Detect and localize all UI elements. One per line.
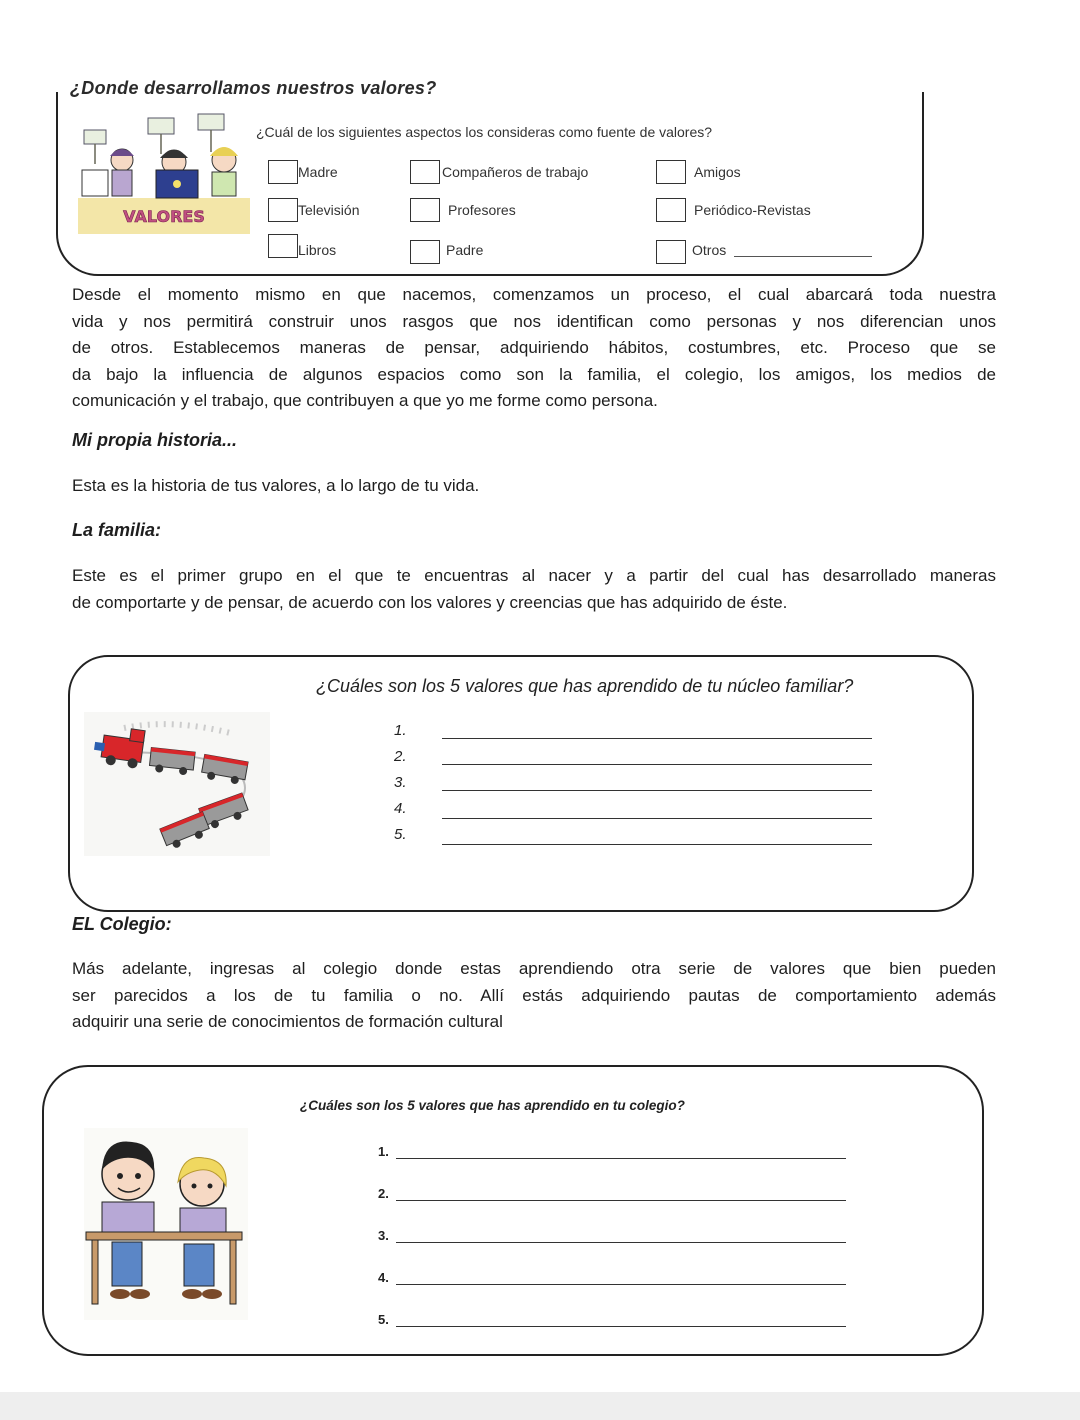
intro-line: vida y nos permitirá construir unos rasgos que nos identifican como personas y nos diferencian unos [72,311,996,331]
family-answer-line-2[interactable] [442,764,872,765]
checkbox-profesores[interactable] [410,198,440,222]
family-answer-number: 2. [394,748,407,765]
section-title: ¿Donde desarrollamos nuestros valores? [70,78,437,98]
checkbox-amigos[interactable] [656,160,686,184]
family-answer-number: 3. [394,774,407,791]
option-label-madre: Madre [298,164,338,180]
intro-line: da bajo la influencia de algunos espacios como son la familia, el colegio, los amigos, los medios de [72,364,996,384]
school-paragraph [72,956,996,1036]
school-line: adquirir una serie de conocimientos de formación cultural [72,1012,503,1031]
family-answer-line-3[interactable] [442,790,872,791]
school-values-question: ¿Cuáles son los 5 valores que has aprendido en tu colegio? [300,1098,685,1113]
school-heading: EL Colegio: [72,914,172,934]
students-illustration [84,1128,248,1320]
school-answer-number: 5. [378,1312,389,1327]
history-text: Esta es la historia de tus valores, a lo largo de tu vida. [72,476,480,495]
option-label-periodico: Periódico-Revistas [694,202,811,218]
otros-answer-line[interactable] [734,256,872,257]
school-answer-line-4[interactable] [396,1284,846,1285]
train-illustration [84,712,270,856]
family-paragraph [72,563,996,616]
family-heading: La familia: [72,520,162,540]
option-label-otros: Otros [692,242,727,258]
family-line: de comportarte y de pensar, de acuerdo con los valores y creencias que has adquirido de éste. [72,592,788,612]
family-answer-number: 1. [394,722,407,739]
family-answer-number: 4. [394,800,407,817]
option-label-amigos: Amigos [694,164,741,180]
history-heading: Mi propia historia... [72,430,238,450]
school-answer-line-3[interactable] [396,1242,846,1243]
option-label-companeros: Compañeros de trabajo [442,164,589,180]
intro-line: de otros. Establecemos maneras de pensar, adquiriendo hábitos, costumbres, etc. Proceso que se [72,338,996,357]
checkbox-periodico[interactable] [656,198,686,222]
school-answer-number: 1. [378,1144,389,1159]
intro-paragraph [72,282,996,415]
family-answer-line-4[interactable] [442,818,872,819]
family-values-question: ¿Cuáles son los 5 valores que has aprendido de tu núcleo familiar? [316,676,854,696]
checkbox-libros[interactable] [268,234,298,258]
school-line: Más adelante, ingresas al colegio donde estas aprendiendo otra serie de valores que bien pueden [72,959,996,978]
school-answer-line-2[interactable] [396,1200,846,1201]
family-answer-line-1[interactable] [442,738,872,739]
option-label-libros: Libros [298,242,337,258]
school-answer-number: 2. [378,1186,389,1201]
option-label-padre: Padre [446,242,484,258]
school-answer-line-5[interactable] [396,1326,846,1327]
checkbox-otros[interactable] [656,240,686,264]
checkbox-padre[interactable] [410,240,440,264]
checkbox-television[interactable] [268,198,298,222]
family-answer-number: 5. [394,826,407,843]
option-label-television: Televisión [298,202,360,218]
valores-image-label: VALORES [123,207,205,226]
family-line: Este es el primer grupo en el que te encuentras al nacer y a partir del cual has desarrollado maneras [72,566,996,585]
valores-illustration [78,112,250,234]
school-answer-number: 3. [378,1228,389,1243]
intro-line: comunicación y el trabajo, que contribuyen a que yo me forme como persona. [72,391,658,410]
family-answer-line-5[interactable] [442,844,872,845]
school-line: ser parecidos a los de tu familia o no. Allí estás adquiriendo pautas de comportamiento además [72,985,996,1005]
intro-line: Desde el momento mismo en que nacemos, comenzamos un proceso, el cual abarcará toda nuestra [72,285,996,304]
sources-question: ¿Cuál de los siguientes aspectos los consideras como fuente de valores? [256,124,713,140]
checkbox-companeros[interactable] [410,160,440,184]
school-answer-line-1[interactable] [396,1158,846,1159]
viewer-bottom-bar [0,1392,1080,1420]
school-answer-number: 4. [378,1270,389,1285]
option-label-profesores: Profesores [448,202,516,218]
checkbox-madre[interactable] [268,160,298,184]
